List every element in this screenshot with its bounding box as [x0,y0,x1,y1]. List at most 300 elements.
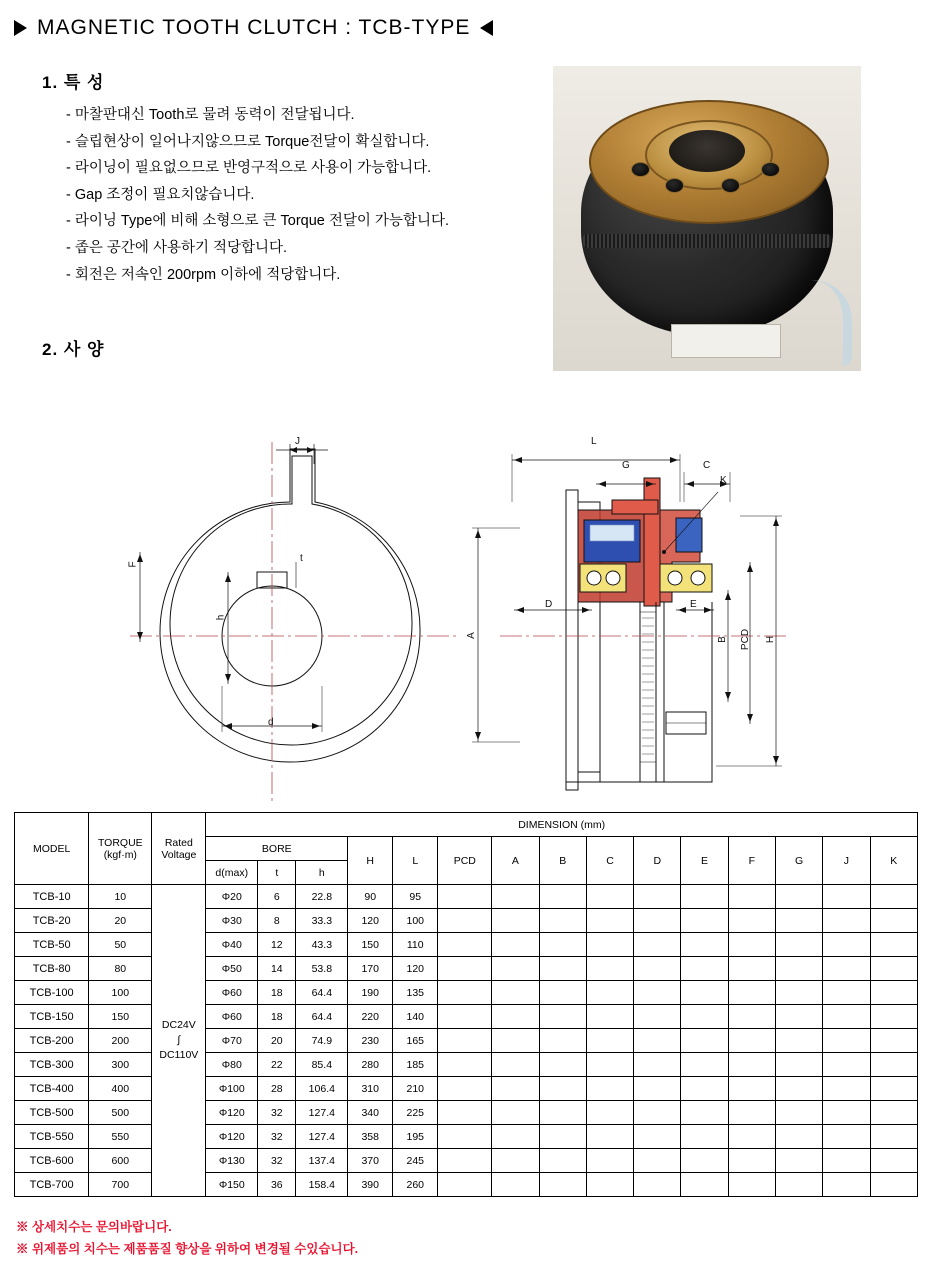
cell-E [681,1077,728,1101]
cell-PCD [438,909,492,933]
cell-D [634,1077,681,1101]
cell-J [823,1053,870,1077]
cell-E [681,933,728,957]
cell-h: 64.4 [296,981,348,1005]
cell-J [823,1149,870,1173]
cell-J [823,885,870,909]
cell-F [728,909,775,933]
cell-h: 22.8 [296,885,348,909]
triangle-left-icon [480,20,493,36]
cell-L: 135 [393,981,438,1005]
page-header [14,16,493,40]
cell-E [681,981,728,1005]
cell-E [681,1125,728,1149]
cell-H: 120 [348,909,393,933]
cell-J [823,1173,870,1197]
col-PCD: PCD [438,837,492,885]
cell-H: 340 [348,1101,393,1125]
cell-model: TCB-150 [15,1005,89,1029]
cell-B [539,1125,586,1149]
page-title: MAGNETIC TOOTH CLUTCH : TCB-TYPE [37,16,471,39]
cell-F [728,885,775,909]
col-H: H [348,837,393,885]
col-voltage-line1: Rated [164,836,193,849]
cell-B [539,1029,586,1053]
table-row [15,1101,918,1125]
cell-dmax: Φ30 [206,909,258,933]
dim-label-H: H [765,635,777,644]
col-dimension: DIMENSION (mm) [206,813,918,837]
cell-F [728,981,775,1005]
cell-t: 28 [258,1077,296,1101]
cell-PCD [438,1101,492,1125]
cell-L: 225 [393,1101,438,1125]
cell-G [775,1101,822,1125]
cell-h: 106.4 [296,1077,348,1101]
triangle-right-icon [14,20,27,36]
clutch-bolt-icon [631,162,650,177]
cell-dmax: Φ40 [206,933,258,957]
cell-L: 140 [393,1005,438,1029]
cell-torque: 550 [89,1125,152,1149]
dim-label-A: A [465,632,477,639]
cell-E [681,1005,728,1029]
cell-B [539,885,586,909]
voltage-line-1: DC24V [161,1018,196,1031]
cell-dmax: Φ120 [206,1101,258,1125]
clutch-bolt-icon [665,178,684,193]
list-item: - 마찰판대신 Tooth로 물려 동력이 전달됩니다. [66,107,355,123]
cell-F [728,1077,775,1101]
cell-H: 370 [348,1149,393,1173]
clutch-bore-image [669,130,745,172]
cell-D [634,1029,681,1053]
table-row [15,885,918,909]
cell-PCD [438,933,492,957]
cell-A [492,1005,539,1029]
footnotes [16,1216,358,1260]
list-item: - 좁은 공간에 사용하기 적당합니다. [66,239,288,256]
cell-model: TCB-300 [15,1053,89,1077]
cell-L: 185 [393,1053,438,1077]
cell-t: 18 [258,981,296,1005]
cell-A [492,1173,539,1197]
cell-A [492,1029,539,1053]
cell-dmax: Φ150 [206,1173,258,1197]
cell-B [539,1053,586,1077]
clutch-nameplate [671,324,781,358]
cell-model: TCB-500 [15,1101,89,1125]
dim-label-t: t [300,553,303,564]
cell-h: 53.8 [296,957,348,981]
specification-table [14,812,918,1197]
cell-PCD [438,981,492,1005]
cell-torque: 20 [89,909,152,933]
cell-F [728,1125,775,1149]
cell-dmax: Φ130 [206,1149,258,1173]
cell-torque: 80 [89,957,152,981]
cell-model: TCB-700 [15,1173,89,1197]
cell-J [823,1005,870,1029]
cell-h: 33.3 [296,909,348,933]
cell-G [775,885,822,909]
cell-H: 280 [348,1053,393,1077]
cell-model: TCB-20 [15,909,89,933]
cell-H: 150 [348,933,393,957]
cell-A [492,1149,539,1173]
cell-C [586,1077,633,1101]
cell-model: TCB-550 [15,1125,89,1149]
col-t: t [258,861,296,885]
table-row [15,981,918,1005]
cell-L: 195 [393,1125,438,1149]
col-dmax: d(max) [206,861,258,885]
cell-G [775,1125,822,1149]
cell-F [728,1029,775,1053]
cell-E [681,1029,728,1053]
cell-dmax: Φ60 [206,981,258,1005]
technical-drawings [0,412,932,804]
dim-label-PCD: PCD [740,628,752,651]
table-row [15,1173,918,1197]
cell-t: 18 [258,1005,296,1029]
cell-G [775,1077,822,1101]
cell-torque: 300 [89,1053,152,1077]
cell-model: TCB-400 [15,1077,89,1101]
cell-D [634,1125,681,1149]
cell-E [681,957,728,981]
cell-J [823,981,870,1005]
cell-B [539,933,586,957]
cell-dmax: Φ60 [206,1005,258,1029]
cell-K [870,1149,917,1173]
col-F: F [728,837,775,885]
cell-H: 230 [348,1029,393,1053]
cell-K [870,1053,917,1077]
cell-E [681,1053,728,1077]
cell-F [728,1005,775,1029]
cell-J [823,909,870,933]
cell-t: 14 [258,957,296,981]
col-B: B [539,837,586,885]
cell-A [492,909,539,933]
cell-L: 165 [393,1029,438,1053]
cell-L: 110 [393,933,438,957]
cell-PCD [438,1077,492,1101]
cell-C [586,1101,633,1125]
cell-D [634,957,681,981]
cell-B [539,909,586,933]
cell-C [586,957,633,981]
cell-H: 358 [348,1125,393,1149]
product-photo [553,66,861,371]
cell-h: 64.4 [296,1005,348,1029]
cell-J [823,933,870,957]
cell-C [586,933,633,957]
list-item: - 라이닝 Type에 비해 소형으로 큰 Torque 전달이 가능합니다. [66,213,449,230]
cell-t: 12 [258,933,296,957]
table-row [15,1005,918,1029]
cell-K [870,1101,917,1125]
cell-PCD [438,885,492,909]
cell-model: TCB-80 [15,957,89,981]
dim-label-L: L [591,436,597,447]
cell-F [728,1173,775,1197]
cell-K [870,1077,917,1101]
table-header [15,813,918,885]
dim-label-K: K [720,475,727,486]
dim-label-B: B [716,636,728,643]
table-row [15,1149,918,1173]
cell-PCD [438,1005,492,1029]
cell-h: 85.4 [296,1053,348,1077]
cell-torque: 200 [89,1029,152,1053]
col-model: MODEL [15,813,89,885]
cell-A [492,933,539,957]
list-item: - 회전은 저속인 200rpm 이하에 적당합니다. [66,266,341,283]
clutch-serration-band [583,234,831,248]
cell-D [634,933,681,957]
cell-t: 22 [258,1053,296,1077]
cell-D [634,1005,681,1029]
cell-D [634,1101,681,1125]
drawing-svg [0,412,932,804]
cell-G [775,957,822,981]
cell-h: 137.4 [296,1149,348,1173]
cell-torque: 100 [89,981,152,1005]
cell-K [870,1125,917,1149]
cell-H: 220 [348,1005,393,1029]
cell-G [775,1149,822,1173]
cell-PCD [438,957,492,981]
voltage-line-2: ∫ [177,1033,181,1046]
cell-C [586,1125,633,1149]
feature-list [66,102,536,288]
cell-model: TCB-50 [15,933,89,957]
cell-t: 6 [258,885,296,909]
cell-L: 260 [393,1173,438,1197]
cell-L: 210 [393,1077,438,1101]
col-bore: BORE [206,837,348,861]
cell-F [728,1101,775,1125]
cell-H: 190 [348,981,393,1005]
clutch-bolt-icon [721,178,740,193]
section-title-spec: 2. 사 양 [42,340,105,359]
col-voltage-line2: Voltage [161,848,197,861]
cell-B [539,1077,586,1101]
cell-C [586,981,633,1005]
cell-t: 8 [258,909,296,933]
cell-h: 158.4 [296,1173,348,1197]
cell-B [539,1005,586,1029]
cell-H: 170 [348,957,393,981]
cell-dmax: Φ120 [206,1125,258,1149]
section-title-features: 1. 특 성 [42,73,105,92]
cell-G [775,933,822,957]
dim-label-E: E [690,599,697,610]
cell-D [634,1149,681,1173]
table-row [15,957,918,981]
col-K: K [870,837,917,885]
cell-B [539,1101,586,1125]
table-row [15,1125,918,1149]
cell-model: TCB-10 [15,885,89,909]
cell-torque: 50 [89,933,152,957]
cell-J [823,1077,870,1101]
col-L: L [393,837,438,885]
cell-K [870,957,917,981]
cell-h: 43.3 [296,933,348,957]
col-D: D [634,837,681,885]
cell-model: TCB-200 [15,1029,89,1053]
cell-A [492,1125,539,1149]
dim-label-D: D [545,599,553,610]
cell-G [775,1173,822,1197]
dim-label-J: J [295,436,300,447]
list-item: - 라이닝이 필요없으므로 반영구적으로 사용이 가능합니다. [66,160,432,177]
cell-J [823,1101,870,1125]
cell-E [681,1101,728,1125]
cell-G [775,909,822,933]
cell-J [823,1029,870,1053]
table-row [15,909,918,933]
cell-torque: 700 [89,1173,152,1197]
cell-L: 120 [393,957,438,981]
col-A: A [492,837,539,885]
dim-label-d: d [268,717,274,728]
cell-A [492,885,539,909]
col-voltage [152,813,206,885]
cell-A [492,1101,539,1125]
cell-t: 32 [258,1149,296,1173]
cell-torque: 150 [89,1005,152,1029]
voltage-line-3: DC110V [159,1049,199,1062]
table-row [15,933,918,957]
cell-K [870,885,917,909]
list-item: - 슬립현상이 일어나지않으므로 Torque전달이 확실합니다. [66,133,430,150]
cell-J [823,1125,870,1149]
cell-K [870,1173,917,1197]
cell-torque: 600 [89,1149,152,1173]
cell-L: 100 [393,909,438,933]
cell-D [634,1173,681,1197]
cell-model: TCB-100 [15,981,89,1005]
cell-K [870,1005,917,1029]
cell-dmax: Φ100 [206,1077,258,1101]
cell-H: 310 [348,1077,393,1101]
footnote-1: ※ 상세치수는 문의바랍니다. [16,1220,172,1234]
cell-PCD [438,1053,492,1077]
dim-label-h: h [215,614,227,621]
cell-PCD [438,1029,492,1053]
cell-PCD [438,1173,492,1197]
cell-h: 74.9 [296,1029,348,1053]
cell-G [775,1053,822,1077]
cell-K [870,1029,917,1053]
cell-E [681,885,728,909]
cell-C [586,1005,633,1029]
list-item: - Gap 조정이 필요치않습니다. [66,186,255,203]
footnote-2: ※ 위제품의 치수는 제품품질 향상을 위하여 변경될 수있습니다. [16,1242,359,1256]
cell-t: 32 [258,1101,296,1125]
cell-model: TCB-600 [15,1149,89,1173]
cell-torque: 500 [89,1101,152,1125]
dim-label-F: F [127,561,139,568]
dim-label-C: C [703,460,711,471]
cell-L: 95 [393,885,438,909]
cell-F [728,957,775,981]
cell-D [634,909,681,933]
cell-G [775,1029,822,1053]
table-row [15,1077,918,1101]
cell-torque: 400 [89,1077,152,1101]
cell-F [728,1149,775,1173]
cell-H: 90 [348,885,393,909]
cell-B [539,1149,586,1173]
col-torque [89,813,152,885]
cell-A [492,981,539,1005]
cell-C [586,909,633,933]
cell-t: 36 [258,1173,296,1197]
cell-t: 20 [258,1029,296,1053]
cell-dmax: Φ70 [206,1029,258,1053]
cell-E [681,909,728,933]
table-row [15,1053,918,1077]
cell-E [681,1149,728,1173]
cell-torque: 10 [89,885,152,909]
cell-G [775,981,822,1005]
cell-A [492,957,539,981]
cell-h: 127.4 [296,1125,348,1149]
cell-dmax: Φ20 [206,885,258,909]
cell-D [634,885,681,909]
col-C: C [586,837,633,885]
cell-C [586,885,633,909]
cell-K [870,933,917,957]
cell-A [492,1077,539,1101]
cell-A [492,1053,539,1077]
clutch-bolt-icon [761,162,780,177]
cell-dmax: Φ80 [206,1053,258,1077]
col-E: E [681,837,728,885]
cell-D [634,1053,681,1077]
cell-h: 127.4 [296,1101,348,1125]
cell-t: 32 [258,1125,296,1149]
cell-C [586,1149,633,1173]
cell-C [586,1173,633,1197]
cell-H: 390 [348,1173,393,1197]
cell-B [539,957,586,981]
table-header-row [15,813,918,837]
cell-E [681,1173,728,1197]
col-J: J [823,837,870,885]
cell-K [870,981,917,1005]
cell-F [728,1053,775,1077]
cell-F [728,933,775,957]
table-body [15,885,918,1197]
cell-K [870,909,917,933]
dim-label-G: G [622,460,630,471]
cell-PCD [438,1149,492,1173]
cell-B [539,1173,586,1197]
col-torque-line2: (kgf·m) [103,848,137,861]
cell-dmax: Φ50 [206,957,258,981]
cell-J [823,957,870,981]
cell-PCD [438,1125,492,1149]
col-h: h [296,861,348,885]
table-row [15,1029,918,1053]
cell-voltage [152,885,206,1197]
